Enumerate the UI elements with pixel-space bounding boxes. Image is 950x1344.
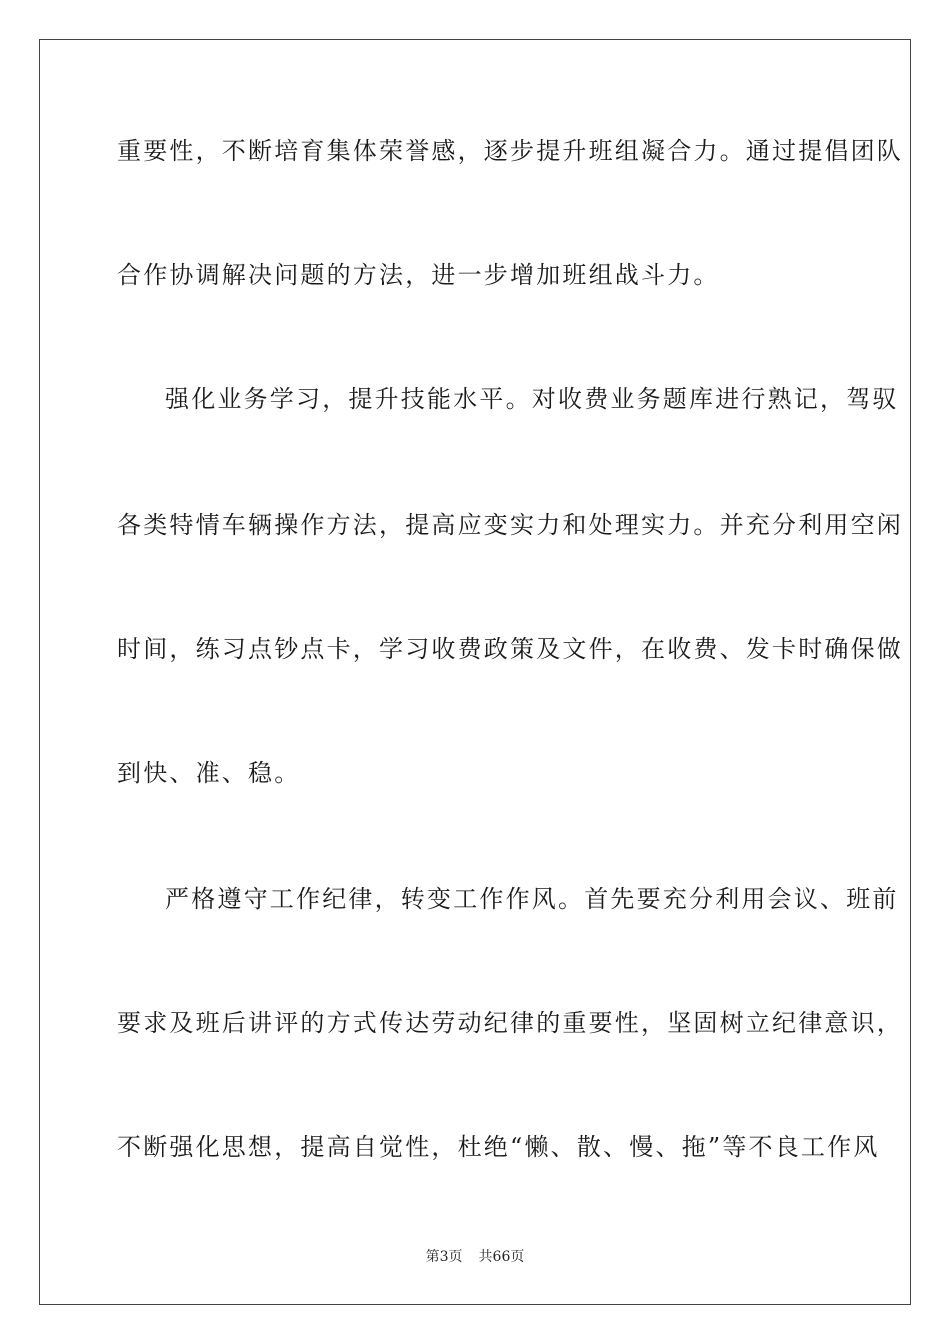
body-text-line: 不断强化思想，提高自觉性，杜绝“懒、散、慢、拖”等不良工作风 xyxy=(117,1133,880,1161)
body-text-line: 重要性，不断培育集体荣誉感，逐步提升班组凝合力。通过提倡团队 xyxy=(117,137,903,165)
body-text-line: 各类特情车辆操作方法，提高应变实力和处理实力。并充分利用空闲 xyxy=(117,511,903,539)
body-text-line: 合作协调解决问题的方法，进一步增加班组战斗力。 xyxy=(117,261,720,289)
page-border xyxy=(39,39,911,1305)
body-text-line: 要求及班后讲评的方式传达劳动纪律的重要性，坚固树立纪律意识， xyxy=(117,1009,903,1037)
body-text-line: 时间，练习点钞点卡，学习收费政策及文件，在收费、发卡时确保做 xyxy=(117,635,903,663)
body-text-line: 到快、准、稳。 xyxy=(117,759,301,787)
paragraph-start-line: 强化业务学习，提升技能水平。对收费业务题库进行熟记，驾驭 xyxy=(165,385,899,413)
page-footer xyxy=(0,1248,950,1266)
page-total: 共66页 xyxy=(478,1249,525,1265)
page-number: 第3页 xyxy=(425,1249,463,1265)
paragraph-start-line: 严格遵守工作纪律，转变工作作风。首先要充分利用会议、班前 xyxy=(165,885,899,913)
